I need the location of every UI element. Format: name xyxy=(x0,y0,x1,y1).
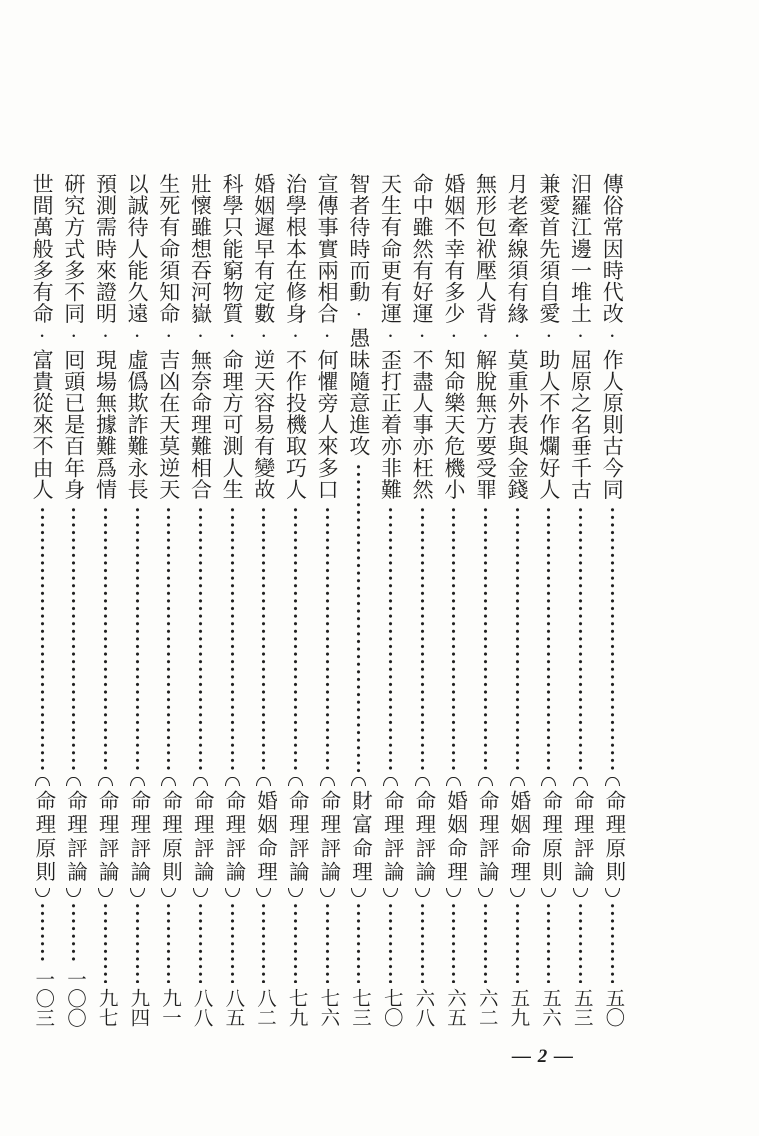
entry-page-number: 五六 xyxy=(539,988,561,1027)
entry-page-section xyxy=(280,897,312,1028)
entry-page-number: 九一 xyxy=(158,988,180,1027)
paren-close-icon xyxy=(415,888,430,897)
entry-page-section xyxy=(470,897,502,1028)
entry-title-section xyxy=(343,173,375,777)
paren-open-icon xyxy=(225,777,240,786)
leader-dots xyxy=(121,506,153,773)
paren-close-icon xyxy=(161,888,176,897)
entry-page-number: 九四 xyxy=(127,988,149,1027)
paren-close-icon xyxy=(66,888,81,897)
category-label: 命理評論 xyxy=(63,789,86,885)
entry-page-section xyxy=(533,897,565,1028)
leader-dots xyxy=(280,902,312,983)
paren-open-icon xyxy=(130,777,145,786)
leader-dots xyxy=(121,902,153,983)
entry-title: 生死有命須知命·吉凶在天莫逆天 xyxy=(156,173,181,500)
paren-close-icon xyxy=(193,888,208,897)
category-label: 命理評論 xyxy=(316,789,339,885)
entry-page-section xyxy=(58,897,90,1028)
toc-entry xyxy=(248,173,280,1028)
leader-dots xyxy=(26,902,58,964)
entry-page-number: 九七 xyxy=(95,988,117,1027)
footer-page-number: — 2 — xyxy=(512,1046,574,1067)
category-label: 命理評論 xyxy=(411,789,434,885)
leader-dots xyxy=(533,902,565,983)
entry-title: 無形包袱壓人背·解脫無方要受罪 xyxy=(473,173,498,500)
entry-page-number: 七六 xyxy=(317,988,339,1027)
leader-dots xyxy=(406,506,438,773)
toc-entry xyxy=(216,173,248,1028)
paren-open-icon xyxy=(256,777,271,786)
leader-dots xyxy=(90,902,122,983)
toc-entry xyxy=(470,173,502,1028)
paren-open-icon xyxy=(573,777,588,786)
paren-close-icon xyxy=(605,888,620,897)
entry-page-section xyxy=(375,897,407,1028)
entry-title-section xyxy=(596,173,628,777)
leader-dots xyxy=(280,506,312,773)
leader-dots xyxy=(216,902,248,983)
entry-title: 硏究方式多不同·囘頭已是百年身 xyxy=(61,173,86,500)
toc-entry xyxy=(596,173,628,1028)
entry-page-section xyxy=(438,897,470,1028)
entry-title-section xyxy=(26,173,58,777)
paren-open-icon xyxy=(35,777,50,786)
leader-dots xyxy=(501,506,533,773)
leader-dots xyxy=(153,902,185,983)
entry-page-section xyxy=(185,897,217,1028)
toc-entry xyxy=(58,173,90,1028)
leader-dots xyxy=(596,902,628,983)
category-label: 婚姻命理 xyxy=(253,789,276,885)
category-label: 命理評論 xyxy=(221,789,244,885)
entry-category xyxy=(90,777,122,897)
entry-page-section xyxy=(90,897,122,1028)
toc-entry xyxy=(565,173,597,1028)
entry-page-section xyxy=(501,897,533,1028)
entry-title-section xyxy=(280,173,312,777)
leader-dots xyxy=(596,506,628,773)
entry-page-section xyxy=(248,897,280,1028)
paren-open-icon xyxy=(193,777,208,786)
leader-dots xyxy=(58,902,90,964)
toc-entry xyxy=(280,173,312,1028)
entry-category xyxy=(470,777,502,897)
toc-entry xyxy=(185,173,217,1028)
leader-dots xyxy=(248,506,280,773)
paren-close-icon xyxy=(98,888,113,897)
entry-page-number: 七三 xyxy=(349,988,371,1027)
entry-category xyxy=(311,777,343,897)
entry-title-section xyxy=(58,173,90,777)
entry-page-number: 五三 xyxy=(570,988,592,1027)
paren-open-icon xyxy=(383,777,398,786)
paren-close-icon xyxy=(541,888,556,897)
category-label: 命理評論 xyxy=(475,789,498,885)
entry-category xyxy=(280,777,312,897)
paren-open-icon xyxy=(320,777,335,786)
entry-title: 月老牽線須有緣·莫重外表與金錢 xyxy=(505,173,530,500)
paren-open-icon xyxy=(541,777,556,786)
entry-category xyxy=(375,777,407,897)
leader-dots xyxy=(26,506,58,773)
leader-dots xyxy=(470,902,502,983)
entry-title: 天生有命更有運·歪打正着亦非難 xyxy=(378,173,403,500)
category-label: 婚姻命理 xyxy=(443,789,466,885)
entry-page-number: 八八 xyxy=(190,988,212,1027)
entry-title: 婚姻遲早有定數·逆天容易有變故 xyxy=(251,173,276,500)
entry-page-number: 七〇 xyxy=(380,988,402,1027)
entry-category xyxy=(501,777,533,897)
category-label: 命理原則 xyxy=(31,789,54,885)
leader-dots xyxy=(565,506,597,773)
toc-entry xyxy=(343,173,375,1028)
entry-category xyxy=(216,777,248,897)
paren-close-icon xyxy=(320,888,335,897)
category-label: 命理原則 xyxy=(158,789,181,885)
entry-title: 婚姻不幸有多少·知命樂天危機小 xyxy=(441,173,466,500)
leader-dots xyxy=(533,506,565,773)
entry-title: 以誠待人能久遠·虛僞欺詐難永長 xyxy=(125,173,150,500)
entry-title-section xyxy=(375,173,407,777)
leader-dots xyxy=(153,506,185,773)
entry-title-section xyxy=(501,173,533,777)
entry-page-section xyxy=(596,897,628,1028)
paren-open-icon xyxy=(161,777,176,786)
paren-close-icon xyxy=(573,888,588,897)
toc-entry xyxy=(406,173,438,1028)
paren-close-icon xyxy=(351,888,366,897)
entry-page-section xyxy=(153,897,185,1028)
toc-entry xyxy=(90,173,122,1028)
leader-dots xyxy=(501,902,533,983)
paren-close-icon xyxy=(35,888,50,897)
paren-close-icon xyxy=(478,888,493,897)
entry-title: 智者待時而動·愚昧隨意進攻 xyxy=(346,173,371,457)
category-label: 婚姻命理 xyxy=(506,789,529,885)
toc-entry xyxy=(375,173,407,1028)
entry-title-section xyxy=(311,173,343,777)
paren-close-icon xyxy=(383,888,398,897)
entry-page-number: 六五 xyxy=(444,988,466,1027)
entry-category xyxy=(565,777,597,897)
entry-category xyxy=(121,777,153,897)
entry-category xyxy=(406,777,438,897)
paren-open-icon xyxy=(478,777,493,786)
entry-title-section xyxy=(90,173,122,777)
paren-close-icon xyxy=(256,888,271,897)
paren-close-icon xyxy=(446,888,461,897)
category-label: 財富命理 xyxy=(348,789,371,885)
entry-title: 命中雖然有好運·不盡人事亦枉然 xyxy=(410,173,435,500)
entry-title-section xyxy=(121,173,153,777)
leader-dots xyxy=(248,902,280,983)
leader-dots xyxy=(311,902,343,983)
toc-entry xyxy=(311,173,343,1028)
entry-title-section xyxy=(248,173,280,777)
paren-close-icon xyxy=(288,888,303,897)
entry-page-number: 五〇 xyxy=(602,988,624,1027)
entry-page-section xyxy=(565,897,597,1028)
toc-entry xyxy=(533,173,565,1028)
toc-entry xyxy=(501,173,533,1028)
leader-dots xyxy=(185,902,217,983)
toc-entry xyxy=(153,173,185,1028)
paren-open-icon xyxy=(351,777,366,786)
entry-title-section xyxy=(216,173,248,777)
entry-title-section xyxy=(153,173,185,777)
category-label: 命理評論 xyxy=(126,789,149,885)
leader-dots xyxy=(375,506,407,773)
leader-dots xyxy=(470,506,502,773)
entry-page-number: 六二 xyxy=(475,988,497,1027)
entry-page-number: 一〇三 xyxy=(32,968,54,1027)
entry-category xyxy=(343,777,375,897)
entry-category xyxy=(248,777,280,897)
toc-entry xyxy=(121,173,153,1028)
leader-dots xyxy=(438,506,470,773)
leader-dots xyxy=(375,902,407,983)
entry-title: 預測需時來證明·現場無據難爲情 xyxy=(93,173,118,500)
leader-dots xyxy=(343,463,375,773)
entry-page-number: 六八 xyxy=(412,988,434,1027)
entry-category xyxy=(58,777,90,897)
entry-page-number: 七九 xyxy=(285,988,307,1027)
paren-open-icon xyxy=(415,777,430,786)
leader-dots xyxy=(311,506,343,773)
table-of-contents xyxy=(26,173,628,1028)
paren-open-icon xyxy=(288,777,303,786)
leader-dots xyxy=(58,506,90,773)
entry-page-section xyxy=(216,897,248,1028)
entry-title: 傳俗常因時代改·作人原則古今同 xyxy=(600,173,625,500)
leader-dots xyxy=(343,902,375,983)
paren-close-icon xyxy=(510,888,525,897)
entry-page-section xyxy=(311,897,343,1028)
entry-page-section xyxy=(121,897,153,1028)
paren-close-icon xyxy=(130,888,145,897)
entry-title-section xyxy=(438,173,470,777)
category-label: 命理評論 xyxy=(190,789,213,885)
category-label: 命理評論 xyxy=(380,789,403,885)
entry-page-section xyxy=(343,897,375,1028)
entry-title: 世間萬般多有命·富貴從來不由人 xyxy=(30,173,55,500)
entry-page-section xyxy=(406,897,438,1028)
entry-category xyxy=(153,777,185,897)
category-label: 命理評論 xyxy=(95,789,118,885)
entry-category xyxy=(438,777,470,897)
entry-page-number: 一〇〇 xyxy=(63,968,85,1027)
entry-title: 科學只能窮物質·命理方可測人生 xyxy=(220,173,245,500)
entry-title-section xyxy=(470,173,502,777)
paren-open-icon xyxy=(446,777,461,786)
category-label: 命理評論 xyxy=(285,789,308,885)
entry-page-number: 八五 xyxy=(222,988,244,1027)
category-label: 命理原則 xyxy=(538,789,561,885)
entry-title-section xyxy=(406,173,438,777)
entry-page-section xyxy=(26,897,58,1028)
category-label: 命理評論 xyxy=(570,789,593,885)
paren-open-icon xyxy=(605,777,620,786)
leader-dots xyxy=(90,506,122,773)
leader-dots xyxy=(438,902,470,983)
entry-category xyxy=(596,777,628,897)
paren-close-icon xyxy=(225,888,240,897)
paren-open-icon xyxy=(66,777,81,786)
entry-title: 宣傳事實兩相合·何懼旁人來多口 xyxy=(315,173,340,500)
entry-title: 汨羅江邊一堆土·屈原之名垂千古 xyxy=(568,173,593,500)
entry-category xyxy=(26,777,58,897)
leader-dots xyxy=(216,506,248,773)
category-label: 命理原則 xyxy=(601,789,624,885)
paren-open-icon xyxy=(98,777,113,786)
leader-dots xyxy=(565,902,597,983)
leader-dots xyxy=(185,506,217,773)
paren-open-icon xyxy=(510,777,525,786)
toc-entry xyxy=(438,173,470,1028)
entry-title: 兼愛首先須自愛·助人不作爛好人 xyxy=(536,173,561,500)
entry-page-number: 八二 xyxy=(254,988,275,1027)
entry-title: 治學根本在修身·不作投機取巧人 xyxy=(283,173,308,500)
leader-dots xyxy=(406,902,438,983)
entry-page-number: 五九 xyxy=(507,988,529,1027)
entry-title: 壯懷雖想吞河嶽·無奈命理難相合 xyxy=(188,173,213,500)
entry-title-section xyxy=(185,173,217,777)
entry-category xyxy=(533,777,565,897)
toc-entry xyxy=(26,173,58,1028)
entry-category xyxy=(185,777,217,897)
entry-title-section xyxy=(533,173,565,777)
entry-title-section xyxy=(565,173,597,777)
